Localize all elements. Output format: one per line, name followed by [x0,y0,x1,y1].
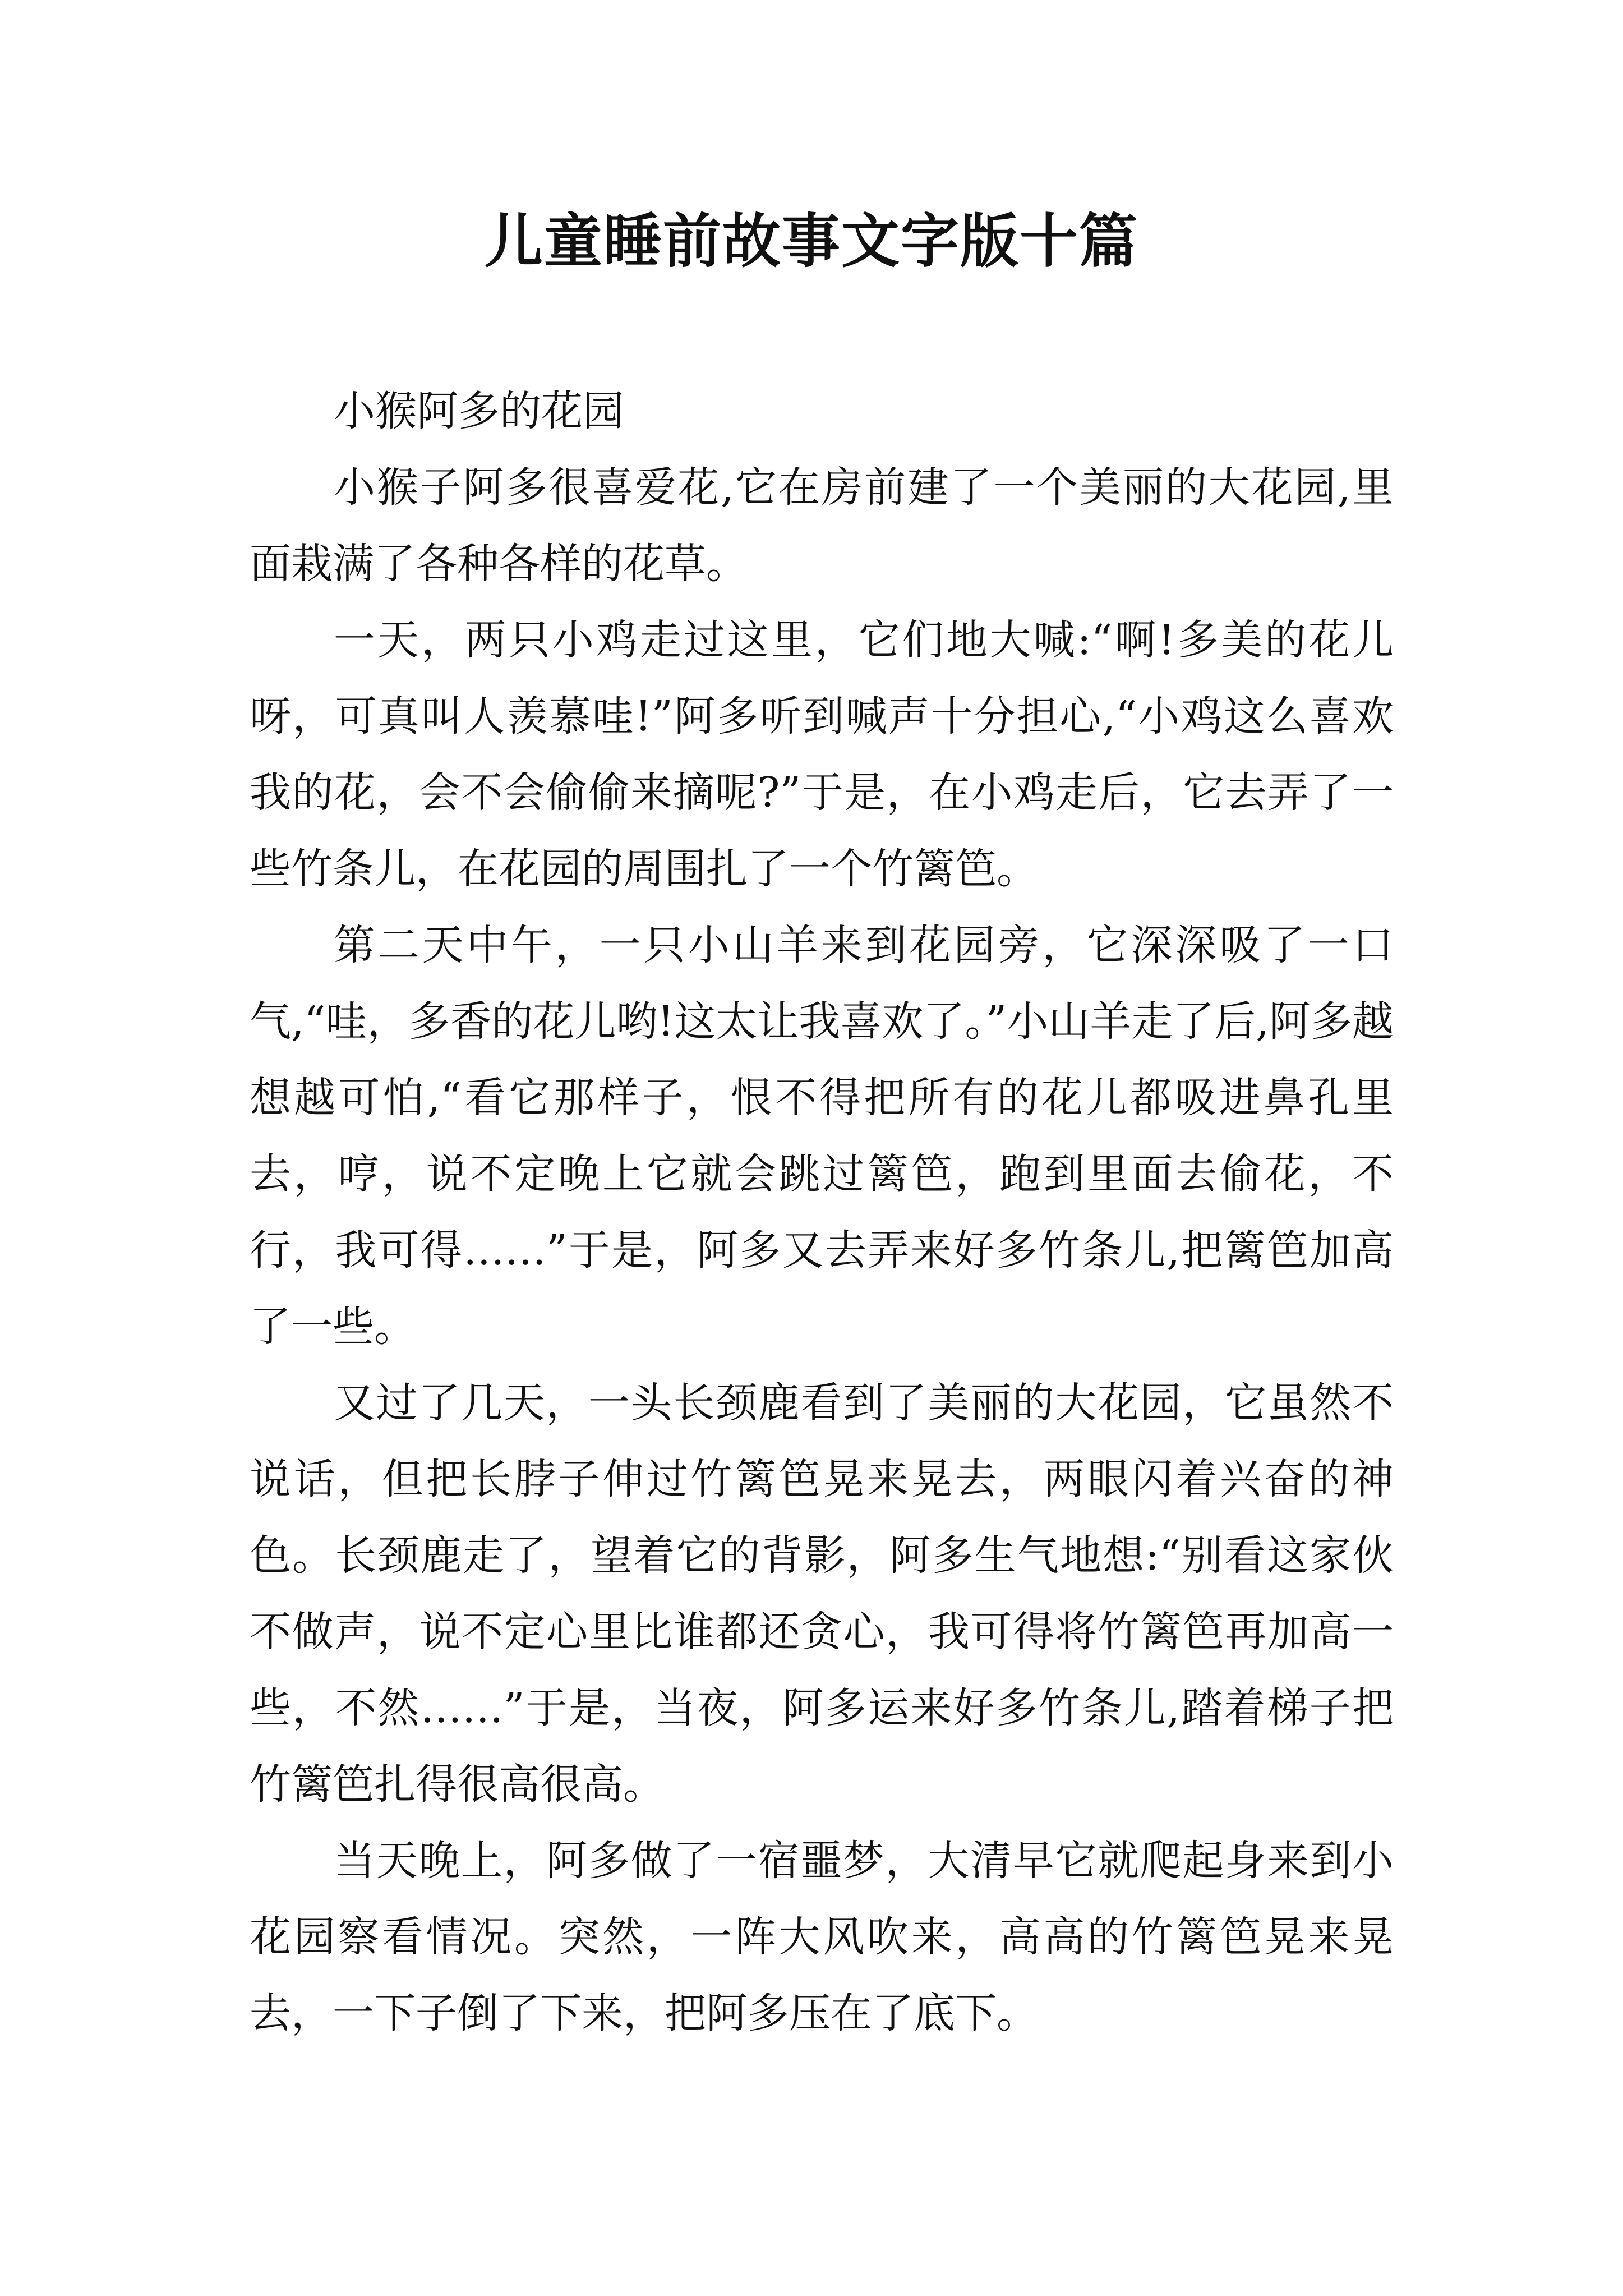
document-body [250,373,1394,2051]
paragraph: 当天晚上，阿多做了一宿噩梦，大清早它就爬起身来到小花园察看情况。突然，一阵大风吹来，高高的竹篱笆晃来晃去，一下子倒了下来，把阿多压在了底下。 [250,1837,1394,2037]
story-heading: 小猴阿多的花园 [334,387,624,435]
paragraph: 第二天中午，一只小山羊来到花园旁，它深深吸了一口气,“哇，多香的花儿哟!这太让我喜欢了。”小山羊走了后,阿多越想越可怕,“看它那样子，恨不得把所有的花儿都吸进鼻孔里去，哼，说不定晚上它就会跳过篱笆，跑到里面去偷花，不行，我可得……”于是，阿多又去弄来好多竹条儿,把篱笆加高了一些。 [250,921,1394,1351]
paragraph: 小猴子阿多很喜爱花,它在房前建了一个美丽的大花园,里面栽满了各种各样的花草。 [250,463,1394,588]
paragraph: 又过了几天，一头长颈鹿看到了美丽的大花园，它虽然不说话，但把长脖子伸过竹篱笆晃来晃去，两眼闪着兴奋的神色。长颈鹿走了，望着它的背影，阿多生气地想:“别看这家伙不做声，说不定心里比谁都还贪心，我可得将竹篱笆再加高一些，不然……”于是，当夜，阿多运来好多竹条儿,踏着梯子把竹篱笆扎得很高很高。 [250,1379,1394,1809]
document-title: 儿童睡前故事文字版十篇 [484,206,1138,275]
paragraph: 一天，两只小鸡走过这里，它们地大喊:“啊!多美的花儿呀，可真叫人羡慕哇!”阿多听到喊声十分担心,“小鸡这么喜欢我的花，会不会偷偷来摘呢?”于是，在小鸡走后，它去弄了一些竹条儿，在花园的周围扎了一个竹篱笆。 [250,616,1394,893]
